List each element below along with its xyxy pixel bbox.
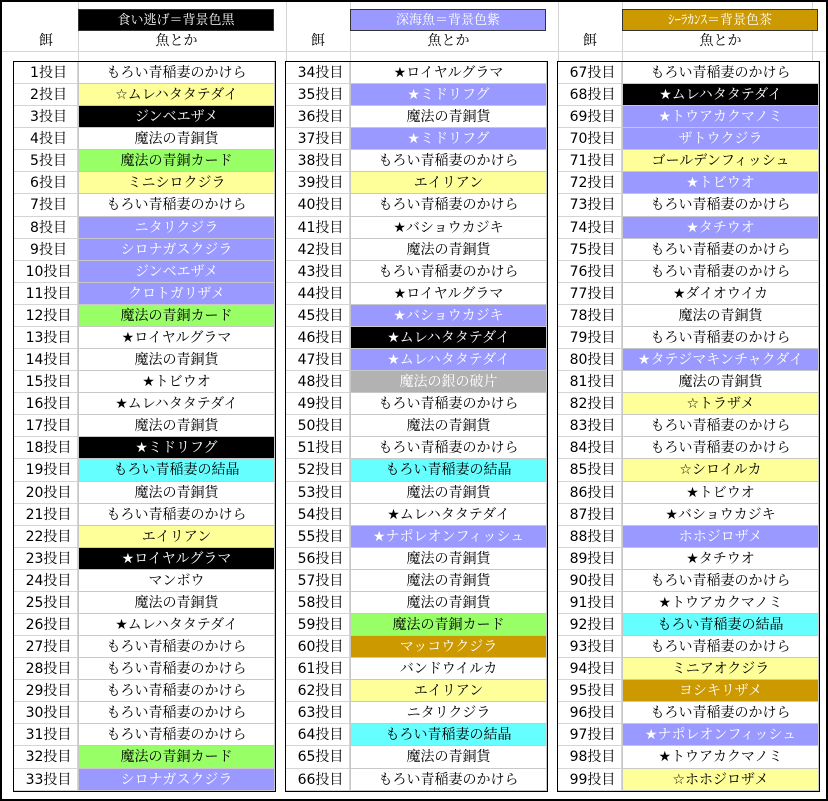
fish-name: ★トウアカクマノミ [622,106,819,128]
fish-name: ★トウアカクマノミ [622,746,819,769]
fish-name: 魔法の青銅貨 [622,305,819,327]
fish-name: もろい青稲妻のかけら [350,261,547,283]
fish-name: ★ムレハタタテダイ [350,349,547,371]
fish-name: ★ムレハタタテダイ [622,84,819,106]
fish-name: もろい青稲妻のかけら [78,194,275,217]
fish-name: ニタリクジラ [78,217,275,239]
bait-number: 23投目 [14,548,78,570]
fish-name: 魔法の青銅貨 [350,548,547,570]
bait-number: 32投目 [14,746,78,769]
bait-number: 14投目 [14,349,78,371]
header-bait: 餌 [583,33,597,49]
bait-number: 62投目 [286,680,350,702]
bait-number: 66投目 [286,769,350,791]
fish-name: ★ロイヤルグラマ [78,327,275,349]
bait-number: 71投目 [558,150,622,172]
fish-name: クロトガリザメ [78,283,275,305]
fish-name: ★ミドリフグ [350,84,547,106]
fish-name: もろい青稲妻のかけら [622,570,819,592]
fish-name: もろい青稲妻のかけら [622,194,819,217]
bait-number: 94投目 [558,658,622,680]
fish-name: ザトウクジラ [622,128,819,150]
bait-number: 87投目 [558,504,622,526]
fish-name: もろい青稲妻のかけら [622,437,819,459]
bait-number: 96投目 [558,702,622,724]
fish-name: ☆トラザメ [622,393,819,415]
bait-number: 41投目 [286,217,350,239]
fish-name: ★バショウカジキ [350,305,547,327]
bait-number: 39投目 [286,172,350,194]
bait-number: 21投目 [14,504,78,526]
fish-name: もろい青稲妻の結晶 [350,459,547,482]
bait-number: 10投目 [14,261,78,283]
fish-name: もろい青稲妻のかけら [78,504,275,526]
fish-name: エイリアン [350,680,547,702]
fish-name: 魔法の青銅貨 [78,482,275,504]
fish-name: ★タテジマキンチャクダイ [622,349,819,371]
fish-name: 魔法の銀の破片 [350,371,547,393]
fish-name: 魔法の青銅貨 [350,482,547,504]
fish-name: ミニアオクジラ [622,658,819,680]
bait-number: 55投目 [286,526,350,548]
bait-number: 74投目 [558,217,622,239]
fish-name: ★トウアカクマノミ [622,592,819,614]
fish-name: もろい青稲妻のかけら [622,62,819,84]
bait-number: 50投目 [286,415,350,437]
bait-number: 81投目 [558,371,622,393]
bait-number: 37投目 [286,128,350,150]
fish-name: ★ロイヤルグラマ [350,283,547,305]
fish-name: ☆ムレハタタテダイ [78,84,275,106]
bait-number: 13投目 [14,327,78,349]
legend-label: 深海魚＝背景色紫 [350,9,546,31]
bait-number: 70投目 [558,128,622,150]
fish-name: ★ミドリフグ [78,437,275,459]
fish-name: 魔法の青銅カード [78,150,275,172]
bait-number: 82投目 [558,393,622,415]
bait-number: 35投目 [286,84,350,106]
fish-name: ★ナポレオンフィッシュ [350,526,547,548]
fish-name: ☆ホホジロザメ [622,769,819,791]
bait-number: 48投目 [286,371,350,393]
bait-number: 59投目 [286,614,350,636]
fish-name: もろい青稲妻のかけら [622,415,819,437]
bait-number: 9投目 [14,239,78,261]
bait-number: 91投目 [558,592,622,614]
legend-label: 食い逃げ＝背景色黒 [78,9,274,31]
fish-name: 魔法の青銅貨 [78,592,275,614]
fish-name: エイリアン [350,172,547,194]
fish-name: もろい青稲妻のかけら [622,702,819,724]
fish-name: ★ムレハタタテダイ [78,393,275,415]
fish-name: ゴールデンフィッシュ [622,150,819,172]
bait-number: 36投目 [286,106,350,128]
bait-number: 44投目 [286,283,350,305]
fish-name: ★ロイヤルグラマ [78,548,275,570]
bait-number: 99投目 [558,769,622,791]
bait-number: 19投目 [14,459,78,482]
bait-number: 69投目 [558,106,622,128]
fish-name: もろい青稲妻のかけら [350,769,547,791]
fish-name: もろい青稲妻のかけら [78,62,275,84]
bait-number: 57投目 [286,570,350,592]
bait-number: 58投目 [286,592,350,614]
bait-number: 6投目 [14,172,78,194]
fish-name: もろい青稲妻のかけら [622,327,819,349]
fish-name: ★ミドリフグ [350,128,547,150]
fish-name: バンドウイルカ [350,658,547,680]
bait-number: 90投目 [558,570,622,592]
fish-name: ★ダイオウイカ [622,283,819,305]
fish-name: ★バショウカジキ [350,217,547,239]
bait-number: 17投目 [14,415,78,437]
fish-name: 魔法の青銅貨 [350,746,547,769]
bait-number: 61投目 [286,658,350,680]
bait-number: 64投目 [286,724,350,746]
bait-number: 30投目 [14,702,78,724]
bait-number: 28投目 [14,658,78,680]
bait-number: 77投目 [558,283,622,305]
bait-number: 52投目 [286,459,350,482]
fish-name: 魔法の青銅貨 [350,106,547,128]
bait-number: 15投目 [14,371,78,393]
bait-number: 45投目 [286,305,350,327]
fish-name: もろい青稲妻のかけら [622,261,819,283]
bait-number: 49投目 [286,393,350,415]
bait-number: 26投目 [14,614,78,636]
bait-number: 79投目 [558,327,622,349]
bait-number: 83投目 [558,415,622,437]
fish-name: エイリアン [78,526,275,548]
bait-number: 73投目 [558,194,622,217]
bait-number: 92投目 [558,614,622,636]
bait-number: 11投目 [14,283,78,305]
bait-number: 56投目 [286,548,350,570]
bait-number: 38投目 [286,150,350,172]
legend-label: ｼｰﾗｶﾝｽ＝背景色茶 [622,9,818,31]
bait-number: 47投目 [286,349,350,371]
fish-name: もろい青稲妻のかけら [78,702,275,724]
header-fish: 魚とか [427,33,470,49]
fish-name: ★トビウオ [622,482,819,504]
fish-name: ★ナポレオンフィッシュ [622,724,819,746]
bait-number: 40投目 [286,194,350,217]
fish-name: ★トビウオ [78,371,275,393]
fish-name: ★ムレハタタテダイ [350,327,547,349]
bait-number: 51投目 [286,437,350,459]
fish-name: ★ロイヤルグラマ [350,62,547,84]
fish-name: シロナガスクジラ [78,239,275,261]
bait-number: 95投目 [558,680,622,702]
bait-number: 98投目 [558,746,622,769]
bait-number: 31投目 [14,724,78,746]
header-bait: 餌 [311,33,325,49]
fish-name: もろい青稲妻の結晶 [350,724,547,746]
bait-number: 5投目 [14,150,78,172]
bait-number: 29投目 [14,680,78,702]
fish-name: 魔法の青銅貨 [78,349,275,371]
fish-name: ニタリクジラ [350,702,547,724]
fish-name: ジンベエザメ [78,106,275,128]
bait-number: 53投目 [286,482,350,504]
fish-name: もろい青稲妻のかけら [78,636,275,658]
bait-number: 22投目 [14,526,78,548]
fish-name: 魔法の青銅貨 [350,239,547,261]
fish-name: 魔法の青銅貨 [350,570,547,592]
bait-number: 76投目 [558,261,622,283]
bait-number: 34投目 [286,62,350,84]
fish-name: もろい青稲妻のかけら [350,194,547,217]
bait-number: 86投目 [558,482,622,504]
fish-name: もろい青稲妻のかけら [78,724,275,746]
bait-number: 43投目 [286,261,350,283]
fish-name: ミニシロクジラ [78,172,275,194]
fish-name: ★タチウオ [622,217,819,239]
bait-number: 97投目 [558,724,622,746]
fish-name: もろい青稲妻のかけら [622,239,819,261]
fish-name: もろい青稲妻のかけら [78,680,275,702]
bait-number: 78投目 [558,305,622,327]
bait-number: 24投目 [14,570,78,592]
bait-number: 65投目 [286,746,350,769]
bait-number: 54投目 [286,504,350,526]
bait-number: 63投目 [286,702,350,724]
bait-number: 85投目 [558,459,622,482]
fish-name: 魔法の青銅貨 [78,415,275,437]
fish-name: もろい青稲妻の結晶 [78,459,275,482]
header-bait: 餌 [39,33,53,49]
fish-name: ★バショウカジキ [622,504,819,526]
bait-number: 25投目 [14,592,78,614]
fish-name: もろい青稲妻の結晶 [622,614,819,636]
fish-name: ★ムレハタタテダイ [78,614,275,636]
fish-name: マンボウ [78,570,275,592]
fish-name: ★ムレハタタテダイ [350,504,547,526]
fish-name: もろい青稲妻のかけら [78,658,275,680]
fish-name: シロナガスクジラ [78,769,275,791]
bait-number: 68投目 [558,84,622,106]
bait-number: 27投目 [14,636,78,658]
fish-name: ヨシキリザメ [622,680,819,702]
bait-number: 8投目 [14,217,78,239]
fish-name: 魔法の青銅カード [350,614,547,636]
bait-number: 7投目 [14,194,78,217]
fish-name: ★タチウオ [622,548,819,570]
bait-number: 20投目 [14,482,78,504]
fish-name: ☆シロイルカ [622,459,819,482]
bait-number: 2投目 [14,84,78,106]
fish-name: ホホジロザメ [622,526,819,548]
bait-number: 18投目 [14,437,78,459]
bait-number: 80投目 [558,349,622,371]
fish-name: 魔法の青銅カード [78,305,275,327]
bait-number: 16投目 [14,393,78,415]
header-fish: 魚とか [155,33,198,49]
bait-number: 1投目 [14,62,78,84]
bait-number: 3投目 [14,106,78,128]
bait-number: 33投目 [14,769,78,791]
fish-name: 魔法の青銅貨 [78,128,275,150]
fish-name: もろい青稲妻のかけら [350,150,547,172]
fish-name: ジンベエザメ [78,261,275,283]
fish-name: もろい青稲妻のかけら [622,636,819,658]
bait-number: 42投目 [286,239,350,261]
fish-name: ★トビウオ [622,172,819,194]
fish-name: 魔法の青銅カード [78,746,275,769]
bait-number: 67投目 [558,62,622,84]
bait-number: 84投目 [558,437,622,459]
fish-name: 魔法の青銅貨 [350,592,547,614]
fish-name: もろい青稲妻のかけら [350,437,547,459]
bait-number: 60投目 [286,636,350,658]
bait-number: 75投目 [558,239,622,261]
fish-name: 魔法の青銅貨 [350,415,547,437]
header-fish: 魚とか [699,33,742,49]
bait-number: 93投目 [558,636,622,658]
bait-number: 88投目 [558,526,622,548]
fish-name: マッコウクジラ [350,636,547,658]
bait-number: 4投目 [14,128,78,150]
fish-name: もろい青稲妻のかけら [350,393,547,415]
bait-number: 12投目 [14,305,78,327]
bait-number: 89投目 [558,548,622,570]
fish-name: 魔法の青銅貨 [622,371,819,393]
bait-number: 72投目 [558,172,622,194]
bait-number: 46投目 [286,327,350,349]
